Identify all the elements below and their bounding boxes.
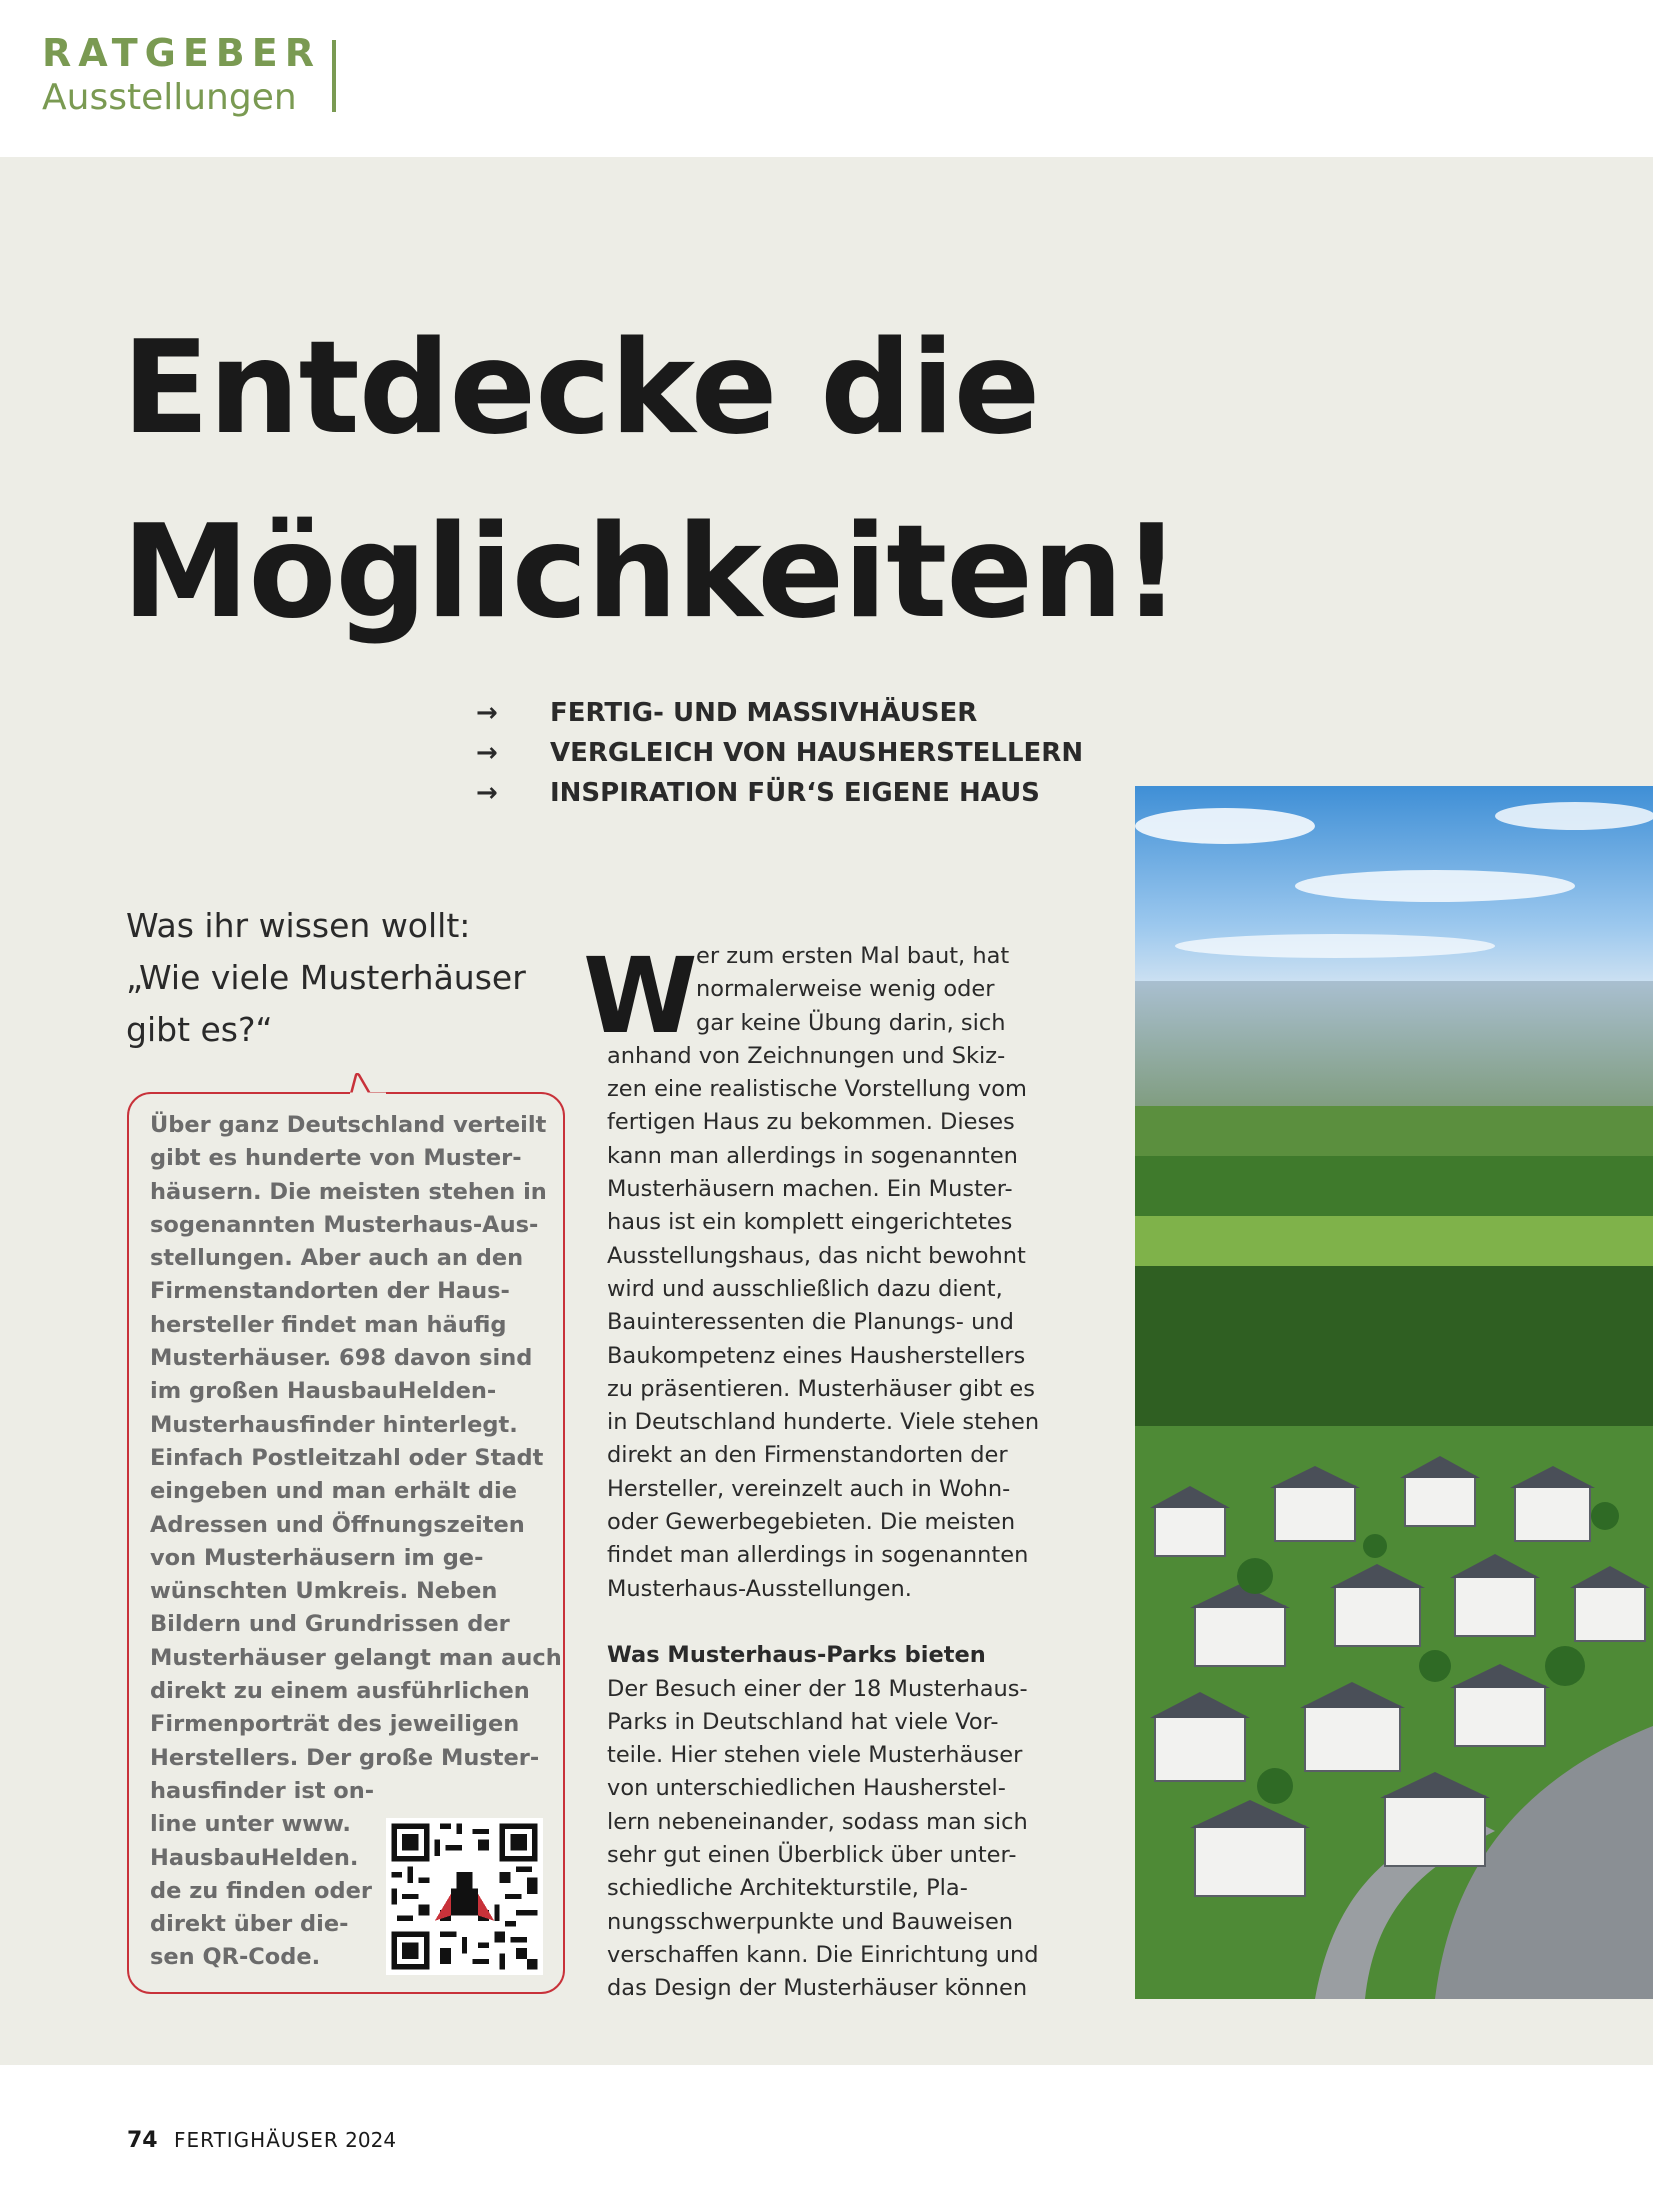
text-line: er zum ersten Mal baut, hat — [696, 943, 1010, 969]
teaser-bullet — [476, 773, 1083, 813]
text-line: gar keine Übung darin, sich — [696, 1009, 1006, 1036]
article-body — [607, 940, 1047, 2006]
text-line: teile. Hier stehen viele Musterhäuser — [607, 1742, 1023, 1769]
qr-code-icon[interactable] — [386, 1818, 543, 1975]
magazine-name: FERTIGHÄUSER — [173, 2128, 339, 2152]
text-line: von unterschiedlichen Hausherstel- — [607, 1775, 1006, 1802]
headline — [122, 297, 1180, 665]
text-line: lern nebeneinander, sodass man sich — [607, 1808, 1028, 1835]
text-line: Herstellers. Der große Muster- — [150, 1744, 540, 1771]
teaser-bullet-text: INSPIRATION FÜR‘S EIGENE HAUS — [550, 778, 1040, 808]
text-line: im großen HausbauHelden- — [150, 1378, 497, 1405]
page-footer — [127, 2128, 396, 2153]
article-subheading: Was Musterhaus-Parks bieten — [607, 1642, 986, 1669]
question-line-3: gibt es?“ — [126, 1010, 273, 1049]
question-line-2: „Wie viele Musterhäuser — [126, 958, 526, 997]
text-line: Musterhausfinder hinterlegt. — [150, 1411, 518, 1438]
text-line: schiedliche Architekturstile, Pla- — [607, 1875, 968, 1902]
text-line: sehr gut einen Überblick über unter- — [607, 1842, 1017, 1869]
text-line: in Deutschland hunderte. Viele stehen — [607, 1409, 1040, 1436]
text-line: Baukompetenz eines Hausherstellers — [607, 1342, 1026, 1369]
text-line: hausfinder ist on- — [150, 1777, 375, 1804]
question-heading — [126, 900, 566, 1056]
text-line: stellungen. Aber auch an den — [150, 1245, 524, 1272]
text-line: gibt es hunderte von Muster- — [150, 1145, 522, 1172]
arrow-right-icon: → — [476, 778, 498, 808]
text-line: Ausstellungshaus, das nicht bewohnt — [607, 1242, 1026, 1269]
teaser-bullet-text: FERTIG- UND MASSIVHÄUSER — [550, 698, 978, 728]
text-line: verschaffen kann. Die Einrichtung und — [607, 1941, 1039, 1968]
text-line: nungsschwerpunkte und Bauweisen — [607, 1908, 1014, 1935]
headline-line-2: Möglichkeiten! — [122, 498, 1180, 647]
text-line: de zu finden oder — [150, 1877, 372, 1904]
text-line: sen QR-Code. — [150, 1944, 321, 1971]
text-line: findet man allerdings in sogenannten — [607, 1542, 1029, 1569]
headline-line-1: Entdecke die — [122, 314, 1040, 463]
header-divider — [332, 40, 336, 112]
magazine-year: 2024 — [345, 2128, 397, 2152]
text-line: Adressen und Öffnungszeiten — [150, 1511, 525, 1538]
arrow-right-icon: → — [476, 738, 498, 768]
text-line: direkt zu einem ausführlichen — [150, 1678, 530, 1705]
question-line-1: Was ihr wissen wollt: — [126, 906, 471, 945]
teaser-bullets — [476, 693, 1083, 813]
text-line: wird und ausschließlich dazu dient, — [607, 1275, 1003, 1302]
text-line: fertigen Haus zu bekommen. Dieses — [607, 1109, 1015, 1136]
drop-cap: W — [583, 935, 698, 1057]
text-line: anhand von Zeichnungen und Skiz- — [607, 1042, 1006, 1069]
text-line: wünschten Umkreis. Neben — [150, 1578, 498, 1605]
text-line: kann man allerdings in sogenannten — [607, 1142, 1018, 1169]
text-line: HausbauHelden. — [150, 1844, 359, 1871]
teaser-bullet-text: VERGLEICH VON HAUSHERSTELLERN — [550, 738, 1084, 768]
text-line: Firmenporträt des jeweiligen — [150, 1711, 520, 1738]
text-line: hersteller findet man häufig — [150, 1311, 507, 1338]
text-line: häusern. Die meisten stehen in — [150, 1178, 547, 1205]
text-line: Einfach Postleitzahl oder Stadt — [150, 1444, 544, 1471]
text-line: direkt über die- — [150, 1911, 349, 1938]
text-line: Bauinteressenten die Planungs- und — [607, 1309, 1014, 1336]
text-line: direkt an den Firmenstandorten der — [607, 1442, 1008, 1469]
text-line: das Design der Musterhäuser können — [607, 1975, 1028, 2002]
text-line: Hersteller, vereinzelt auch in Wohn- — [607, 1475, 1011, 1502]
text-line: oder Gewerbegebieten. Die meisten — [607, 1509, 1016, 1536]
text-line: Musterhäuser. 698 davon sind — [150, 1345, 533, 1372]
text-line: Der Besuch einer der 18 Musterhaus- — [607, 1675, 1028, 1702]
text-line: eingeben und man erhält die — [150, 1478, 517, 1505]
page-number: 74 — [127, 2128, 158, 2153]
text-line: Musterhäusern machen. Ein Muster- — [607, 1176, 1013, 1203]
paragraph-gap — [607, 1606, 1047, 1639]
text-line: Musterhaus-Ausstellungen. — [607, 1575, 912, 1602]
teaser-bullet — [476, 733, 1083, 773]
text-line: haus ist ein komplett eingerichtetes — [607, 1209, 1013, 1236]
text-line: Parks in Deutschland hat viele Vor- — [607, 1708, 999, 1735]
text-line: line unter www. — [150, 1811, 351, 1838]
arrow-right-icon: → — [476, 698, 498, 728]
text-line: Firmenstandorten der Haus- — [150, 1278, 510, 1305]
text-line: Musterhäuser gelangt man auch — [150, 1644, 562, 1671]
text-line: Bildern und Grundrissen der — [150, 1611, 510, 1638]
section-kicker: RATGEBER — [42, 31, 321, 75]
text-line: zu präsentieren. Musterhäuser gibt es — [607, 1375, 1035, 1402]
page-header — [0, 0, 1653, 157]
aerial-photo-model-house-park — [1135, 786, 1653, 1999]
speech-bubble-tail — [350, 1073, 386, 1095]
text-line: zen eine realistische Vorstellung vom — [607, 1076, 1027, 1103]
text-line: normalerweise wenig oder — [696, 976, 995, 1003]
text-line: von Musterhäusern im ge- — [150, 1544, 484, 1571]
teaser-bullet — [476, 693, 1083, 733]
text-line: Über ganz Deutschland verteilt — [150, 1112, 547, 1138]
text-line: sogenannten Musterhaus-Aus- — [150, 1211, 539, 1238]
section-title: Ausstellungen — [42, 77, 297, 118]
